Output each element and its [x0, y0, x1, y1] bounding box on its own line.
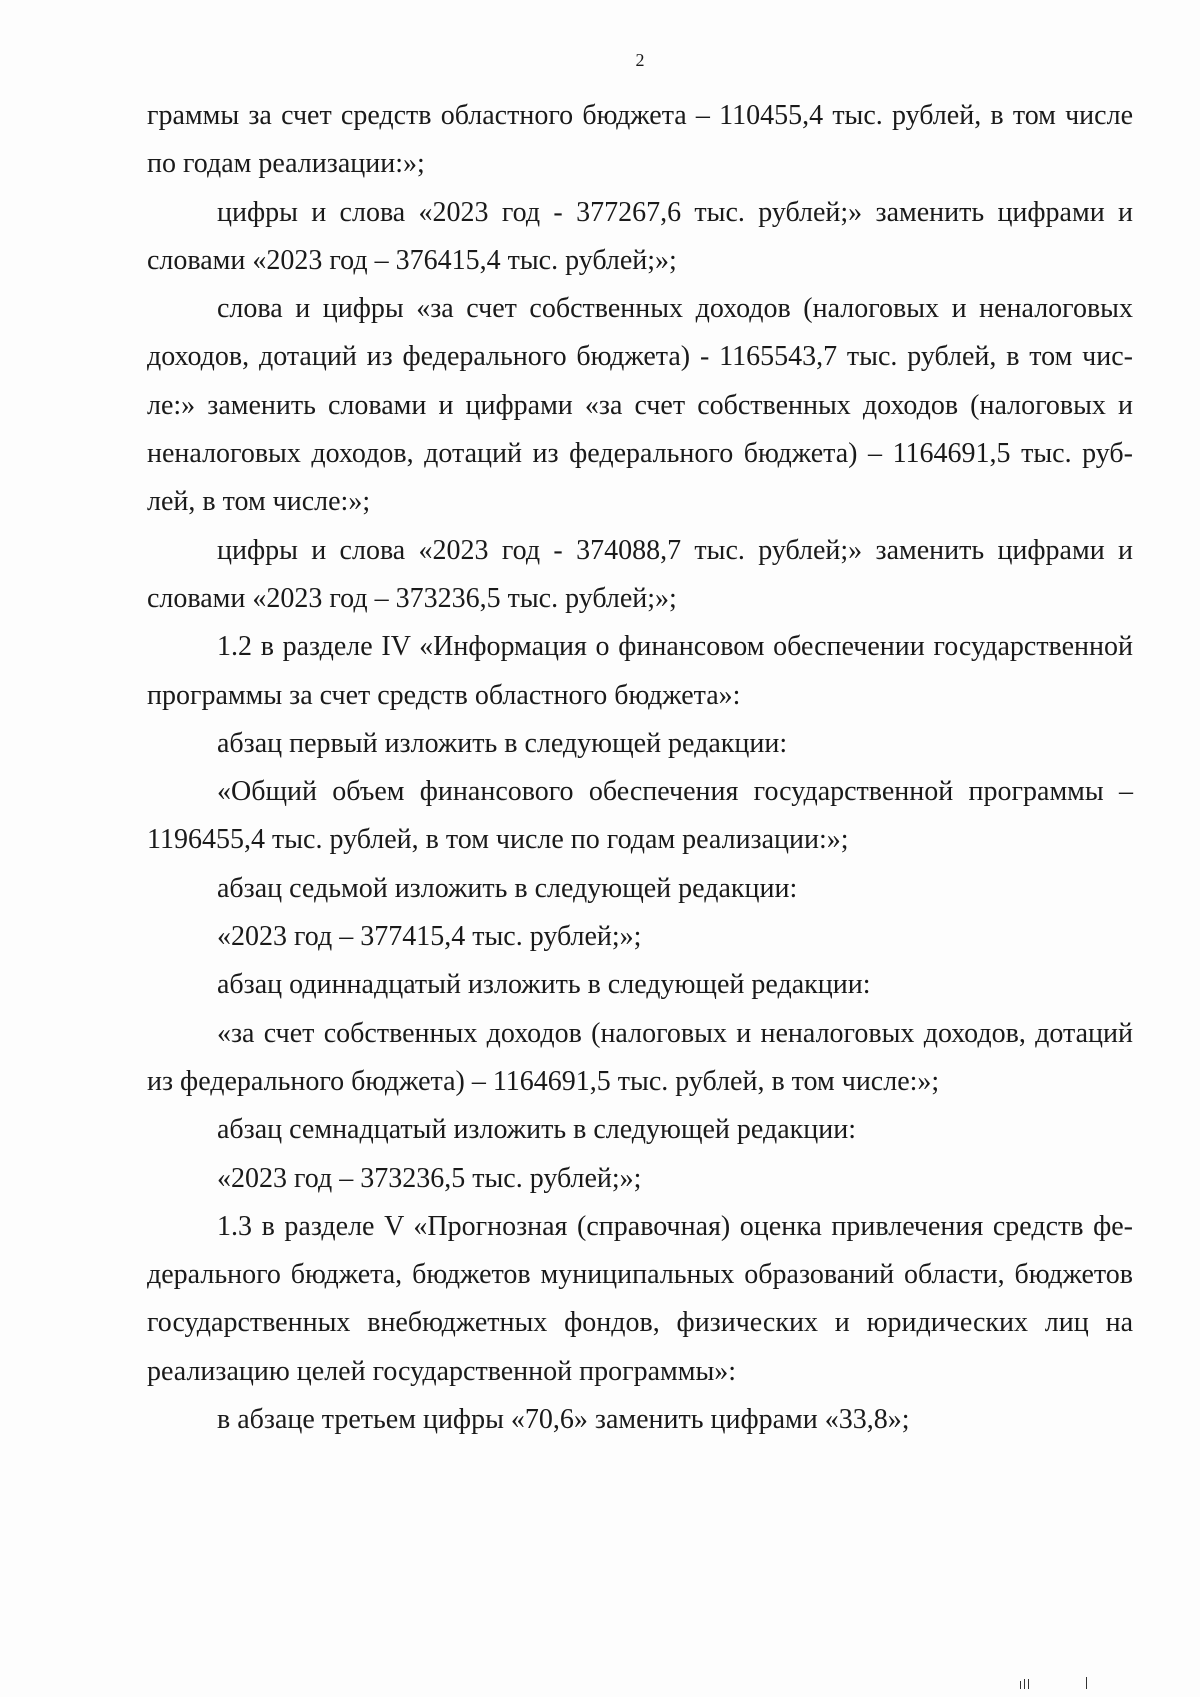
paragraph: «за счет собственных доходов (налоговых и неналоговых доходов, дотаций из федерального бюджета) – 1164691,5 тыс. рублей, в том числе:»;	[147, 1017, 1133, 1097]
paragraph-section-1-3: 1.3 в разделе V «Прогнозная (справочная) оценка привлечения средств федерального бюджета, бюджетов муниципальных образований области, бюджетов государственных внебюджетных фондов, физических и юридических лиц на реализацию целей государственной программы»:	[147, 1210, 1133, 1387]
scan-edge-marks	[1020, 1675, 1100, 1689]
paragraph: абзац первый изложить в следующей редакции:	[217, 727, 788, 759]
paragraph: цифры и слова «2023 год - 377267,6 тыс. рублей;» заменить цифрами и словами «2023 год – 376415,4 тыс. рублей;»;	[147, 196, 1133, 276]
document-body	[147, 92, 1133, 1444]
paragraph: абзац седьмой изложить в следующей редакции:	[217, 872, 798, 904]
paragraph: «2023 год – 377415,4 тыс. рублей;»;	[217, 921, 642, 953]
paragraph: в абзаце третьем цифры «70,6» заменить цифрами «33,8»;	[217, 1404, 910, 1436]
paragraph: «Общий объем финансового обеспечения государственной программы – 1196455,4 тыс. рублей, в том числе по годам реализации:»;	[147, 776, 1133, 856]
paragraph-continuation: граммы за счет средств областного бюджета – 110455,4 тыс. рублей, в том числе по годам реализации:»;	[147, 100, 1133, 180]
paragraph: абзац семнадцатый изложить в следующей редакции:	[217, 1114, 856, 1146]
paragraph: абзац одиннадцатый изложить в следующей редакции:	[217, 969, 871, 1001]
paragraph-section-1-2: 1.2 в разделе IV «Информация о финансовом обеспечении государственной программы за счет средств областного бюджета»:	[147, 631, 1133, 711]
paragraph: цифры и слова «2023 год - 374088,7 тыс. рублей;» заменить цифрами и словами «2023 год – 373236,5 тыс. рублей;»;	[147, 534, 1133, 614]
paragraph: «2023 год – 373236,5 тыс. рублей;»;	[217, 1162, 642, 1194]
page-number: 2	[635, 50, 645, 70]
paragraph: слова и цифры «за счет собственных доходов (налоговых и неналоговых доходов, дотаций из федерального бюджета) - 1165543,7 тыс. рублей, в том числе:» заменить словами и цифрами «за счет собственных доходов (налоговых и неналоговых доходов, дотаций из федерального бюджета) – 1164691,5 тыс. рублей, в том числе:»;	[147, 293, 1133, 518]
